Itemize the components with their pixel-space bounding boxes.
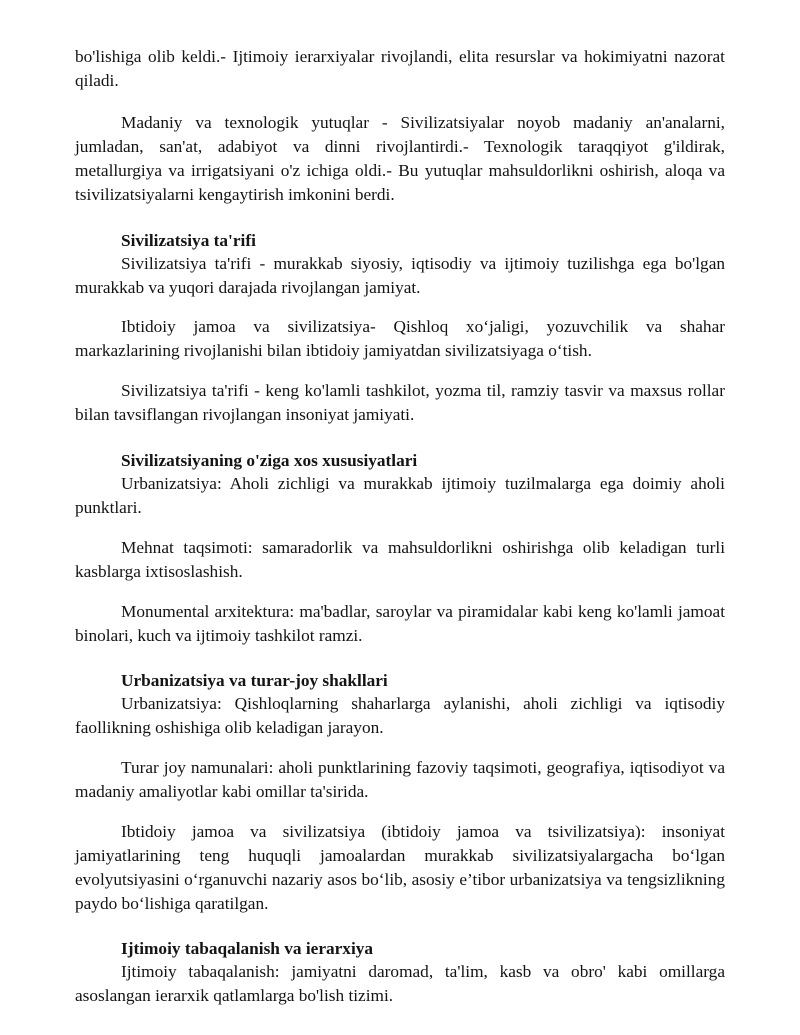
paragraph-settlement-patterns: Turar joy namunalari: aholi punktlarining fazoviy taqsimoti, geografiya, iqtisodiyot va madaniy amaliyotlar kabi omillar ta'sirida.: [75, 758, 725, 801]
paragraph-primitive-community: Ibtidoiy jamoa va sivilizatsiya- Qishloq xo‘jaligi, yozuvchilik va shahar markazlarining rivojlanishi bilan ibtidoiy jamiyatdan sivilizatsiyaga o‘tish.: [75, 317, 725, 360]
section-heading: Ijtimoiy tabaqalanish va ierarxiya: [121, 939, 374, 958]
paragraph-division-of-labor: Mehnat taqsimoti: samaradorlik va mahsuldorlikni oshirishga olib keladigan turli kasblarga ixtisoslashish.: [75, 538, 725, 581]
paragraph-cultural-achievements: Madaniy va texnologik yutuqlar - Sivilizatsiyalar noyob madaniy an'analarni, jumladan, san'at, adabiyot va dinni rivojlantirdi.- Texnologik taraqqiyot g'ildirak, metallurgiya va irrigatsiyani o'z ichiga oldi.- Bu yutuqlar mahsuldorlikni oshirish, aloqa va tsivilizatsiyalarni kengaytirish imkonini berdi.: [75, 113, 725, 204]
section-heading: Sivilizatsiyaning o'ziga xos xususiyatlari: [121, 451, 418, 470]
paragraph-continuation: bo'lishiga olib keldi.- Ijtimoiy ierarxiyalar rivojlandi, elita resurslar va hokimiyatni nazorat qiladi.: [75, 47, 725, 90]
paragraph-definition-2: Sivilizatsiya ta'rifi - keng ko'lamli tashkilot, yozma til, ramziy tasvir va maxsus rollar bilan tavsiflangan rivojlangan insoniyat jamiyati.: [75, 381, 725, 424]
paragraph-urbanization: Urbanizatsiya: Aholi zichligi va murakkab ijtimoiy tuzilmalarga ega doimiy aholi punktlari.: [75, 474, 725, 517]
paragraph-definition: Sivilizatsiya ta'rifi - murakkab siyosiy, iqtisodiy va ijtimoiy tuzilishga ega bo'lgan murakkab va yuqori darajada rivojlangan jamiyat.: [75, 254, 725, 297]
paragraph-theory: Ibtidoiy jamoa va sivilizatsiya (ibtidoiy jamoa va tsivilizatsiya): insoniyat jamiyatlarining teng huquqli jamoalardan murakkab sivilizatsiyalargacha bo‘lgan evolyutsiyasini o‘rganuvchi nazariy asos bo‘lib, asosiy e’tibor urbanizatsiya va tengsizlikning paydo bo‘lishiga qaratilgan.: [75, 822, 725, 913]
paragraph-social-stratification: Ijtimoiy tabaqalanish: jamiyatni daromad, ta'lim, kasb va obro' kabi omillarga asoslangan ierarxik qatlamlarga bo'lish tizimi.: [75, 962, 725, 1005]
section-heading: Urbanizatsiya va turar-joy shakllari: [121, 671, 388, 690]
section-heading: Sivilizatsiya ta'rifi: [121, 231, 256, 250]
paragraph-monumental-architecture: Monumental arxitektura: ma'badlar, saroylar va piramidalar kabi keng ko'lamli jamoat binolari, kuch va ijtimoiy tashkilot ramzi.: [75, 602, 725, 645]
paragraph-urbanization-process: Urbanizatsiya: Qishloqlarning shaharlarga aylanishi, aholi zichligi va iqtisodiy faollikning oshishiga olib keladigan jarayon.: [75, 694, 725, 737]
